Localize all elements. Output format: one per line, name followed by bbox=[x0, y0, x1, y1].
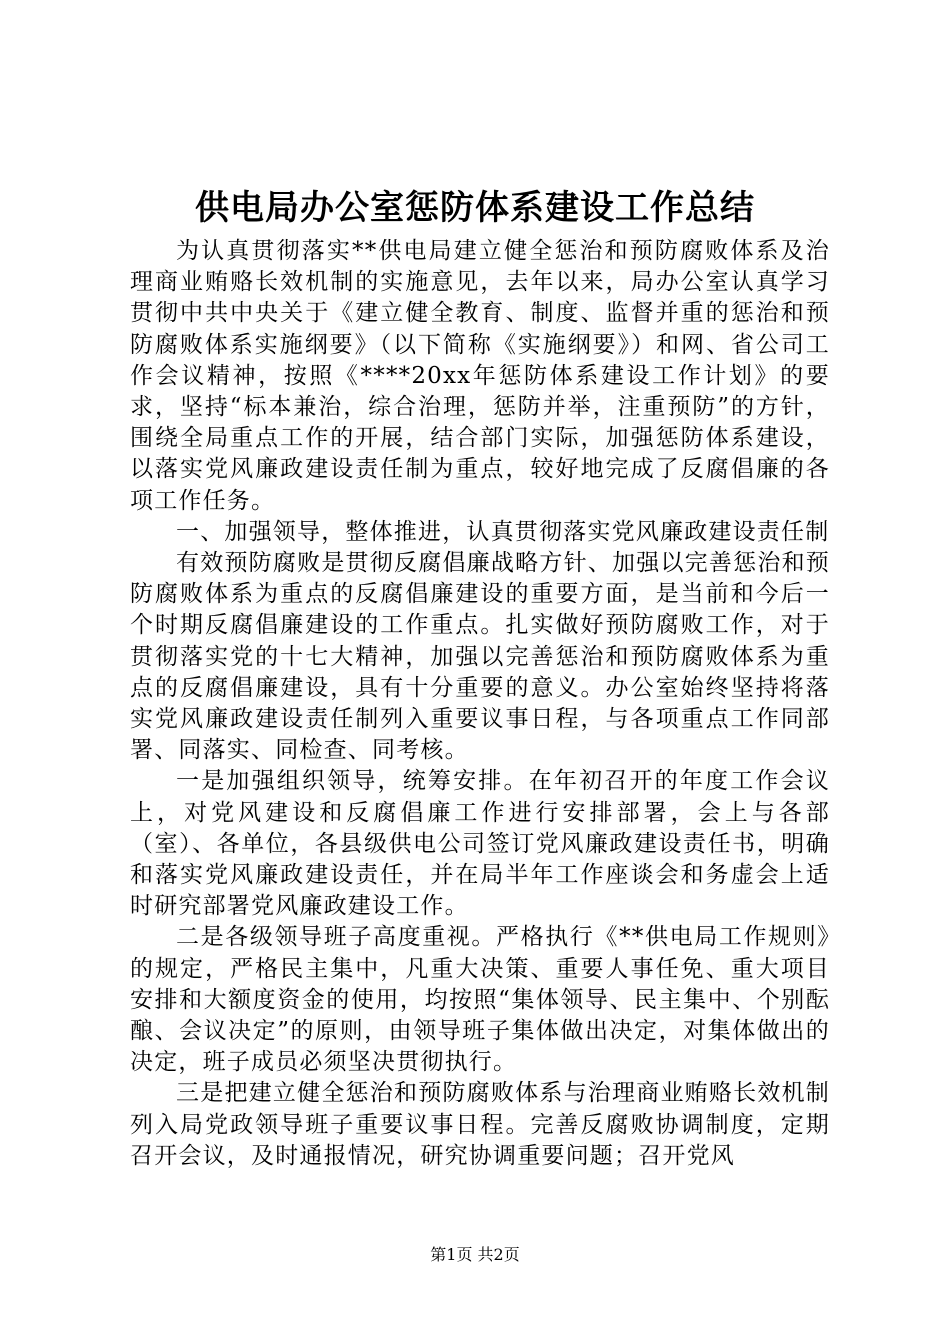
paragraph-point-1: 一是加强组织领导，统筹安排。在年初召开的年度工作会议上，对党风建设和反腐倡廉工作进行安排部署，会上与各部（室）、各单位，各县级供电公司签订党风廉政建设责任书，明确和落实党风廉政建设责任，并在局半年工作座谈会和务虚会上适时研究部署党风廉政建设工作。 bbox=[130, 768, 830, 920]
page-number-footer: 第1页 共2页 bbox=[430, 1245, 520, 1264]
document-body bbox=[130, 236, 830, 1172]
paragraph-point-2: 二是各级领导班子高度重视。严格执行《**供电局工作规则》的规定，严格民主集中，凡重大决策、重要人事任免、重大项目安排和大额度资金的使用，均按照“集体领导、民主集中、个别酝酿、会议决定”的原则，由领导班子集体做出决定，对集体做出的决定，班子成员必须坚决贯彻执行。 bbox=[130, 924, 830, 1076]
document-title: 供电局办公室惩防体系建设工作总结 bbox=[195, 188, 755, 228]
paragraph-prevention: 有效预防腐败是贯彻反腐倡廉战略方针、加强以完善惩治和预防腐败体系为重点的反腐倡廉建设的重要方面，是当前和今后一个时期反腐倡廉建设的工作重点。扎实做好预防腐败工作，对于贯彻落实党的十七大精神，加强以完善惩治和预防腐败体系为重点的反腐倡廉建设，具有十分重要的意义。办公室始终坚持将落实党风廉政建设责任制列入重要议事日程，与各项重点工作同部署、同落实、同检查、同考核。 bbox=[130, 550, 830, 764]
paragraph-point-3: 三是把建立健全惩治和预防腐败体系与治理商业贿赂长效机制列入局党政领导班子重要议事日程。完善反腐败协调制度，定期召开会议，及时通报情况，研究协调重要问题；召开党风 bbox=[130, 1080, 830, 1169]
section-heading-1: 一、加强领导，整体推进，认真贯彻落实党风廉政建设责任制 bbox=[176, 518, 830, 545]
paragraph-intro: 为认真贯彻落实**供电局建立健全惩治和预防腐败体系及治理商业贿赂长效机制的实施意见，去年以来，局办公室认真学习贯彻中共中央关于《建立健全教育、制度、监督并重的惩治和预防腐败体系实施纲要》（以下简称《实施纲要》）和网、省公司工作会议精神，按照《****20xx年惩防体系建设工作计划》的要求，坚持“标本兼治，综合治理，惩防并举，注重预防”的方针，围绕全局重点工作的开展，结合部门实际，加强惩防体系建设，以落实党风廉政建设责任制为重点，较好地完成了反腐倡廉的各项工作任务。 bbox=[130, 238, 830, 514]
